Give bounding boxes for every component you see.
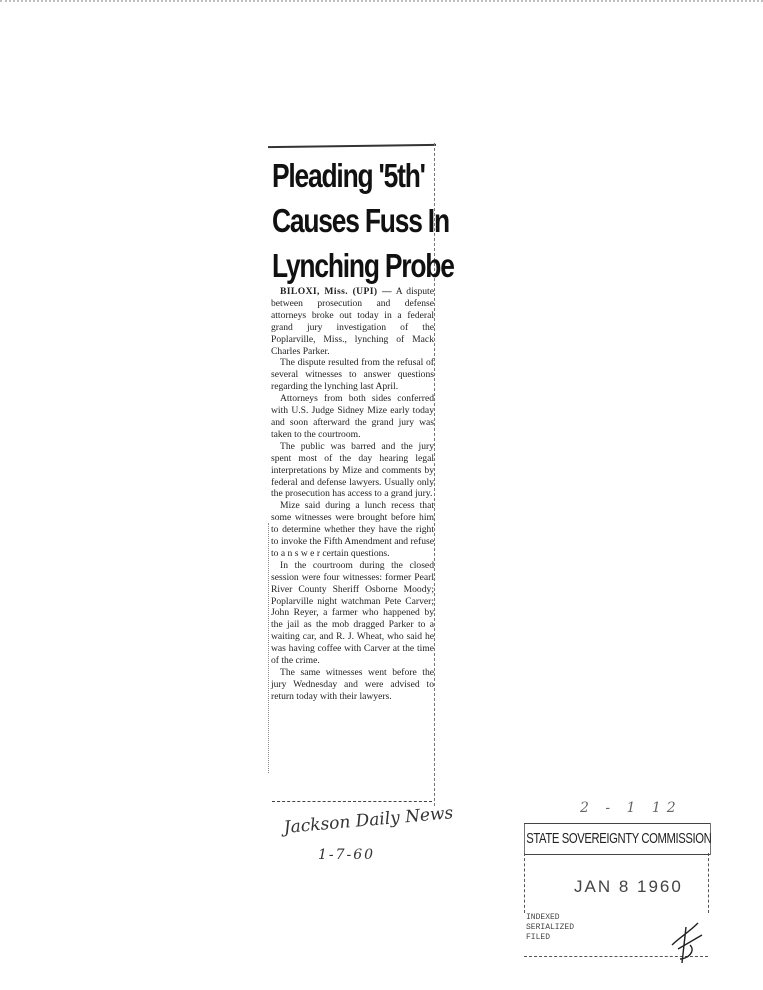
article-paragraph: The public was barred and the jury spent most of the day hearing legal interpretations by Mize and comments by federal and defense lawyers. Usually only the prosecution has access to a grand jury.: [271, 440, 434, 500]
article-paragraph: Attorneys from both sides conferred with U.S. Judge Sidney Mize early today and soon afterward the grand jury was taken to the courtroom.: [271, 393, 434, 440]
article-paragraph: The dispute resulted from the refusal of several witnesses to answer questions regarding the lynching last April.: [271, 357, 434, 393]
page-top-border: [0, 0, 763, 4]
stamp-row-label: SERIALIZED: [526, 923, 575, 932]
article-paragraph-text: A dispute between prosecution and defense attorneys broke out today in a federal grand jury investigation of the Poplarville, Miss., lynching of Mack Charles Parker.: [271, 286, 434, 357]
article-paragraph: Mize said during a lunch recess that some witnesses were brought before him to determine whether they have the right to invoke the Fifth Amendment and refuse to a n s w e r certain questions.: [271, 500, 434, 559]
newspaper-clipping: [268, 143, 454, 806]
article-paragraph: The same witnesses went before the jury Wednesday and were advised to return today with their lawyers.: [271, 667, 434, 702]
handwritten-file-note: 2 - 1 12: [580, 800, 682, 816]
stamp-title: STATE SOVEREIGNTY COMMISSION: [524, 823, 711, 855]
stamp-row-label: FILED: [526, 933, 551, 942]
headline-line-1: Pleading '5th': [272, 157, 425, 194]
stamp-row-label: INDEXED: [526, 913, 560, 922]
handwritten-date: 1-7-60: [318, 847, 376, 863]
handwritten-source: Jackson Daily News: [283, 803, 455, 838]
clipping-left-edge: [268, 523, 269, 773]
signature-mark: [668, 915, 708, 965]
dateline: BILOXI, Miss. (UPI) —: [280, 286, 393, 297]
article-paragraph: In the courtroom during the closed session were four witnesses: former Pearl River County Sheriff Osborne Moody; Poplarville night watchman Pete Carver; John Reyer, a farmer who happened by the jail as the mob dragged Parker to a waiting car, and R. J. Wheat, who said he was having coffee with Carver at the time of the crime.: [271, 559, 434, 667]
headline: [272, 153, 454, 288]
stamp-right-edge: [708, 853, 709, 913]
article-body: [271, 286, 434, 703]
clipping-top-rule: [268, 144, 436, 148]
headline-line-2: Causes Fuss In: [272, 202, 449, 239]
stamp-date: JAN 8 1960: [574, 877, 683, 896]
headline-line-3: Lynching Probe: [272, 247, 454, 284]
clipping-bottom-rule: [272, 801, 432, 802]
clipping-right-edge: [434, 143, 435, 806]
article-paragraph: [271, 286, 434, 357]
stamp-left-edge: [524, 853, 525, 913]
